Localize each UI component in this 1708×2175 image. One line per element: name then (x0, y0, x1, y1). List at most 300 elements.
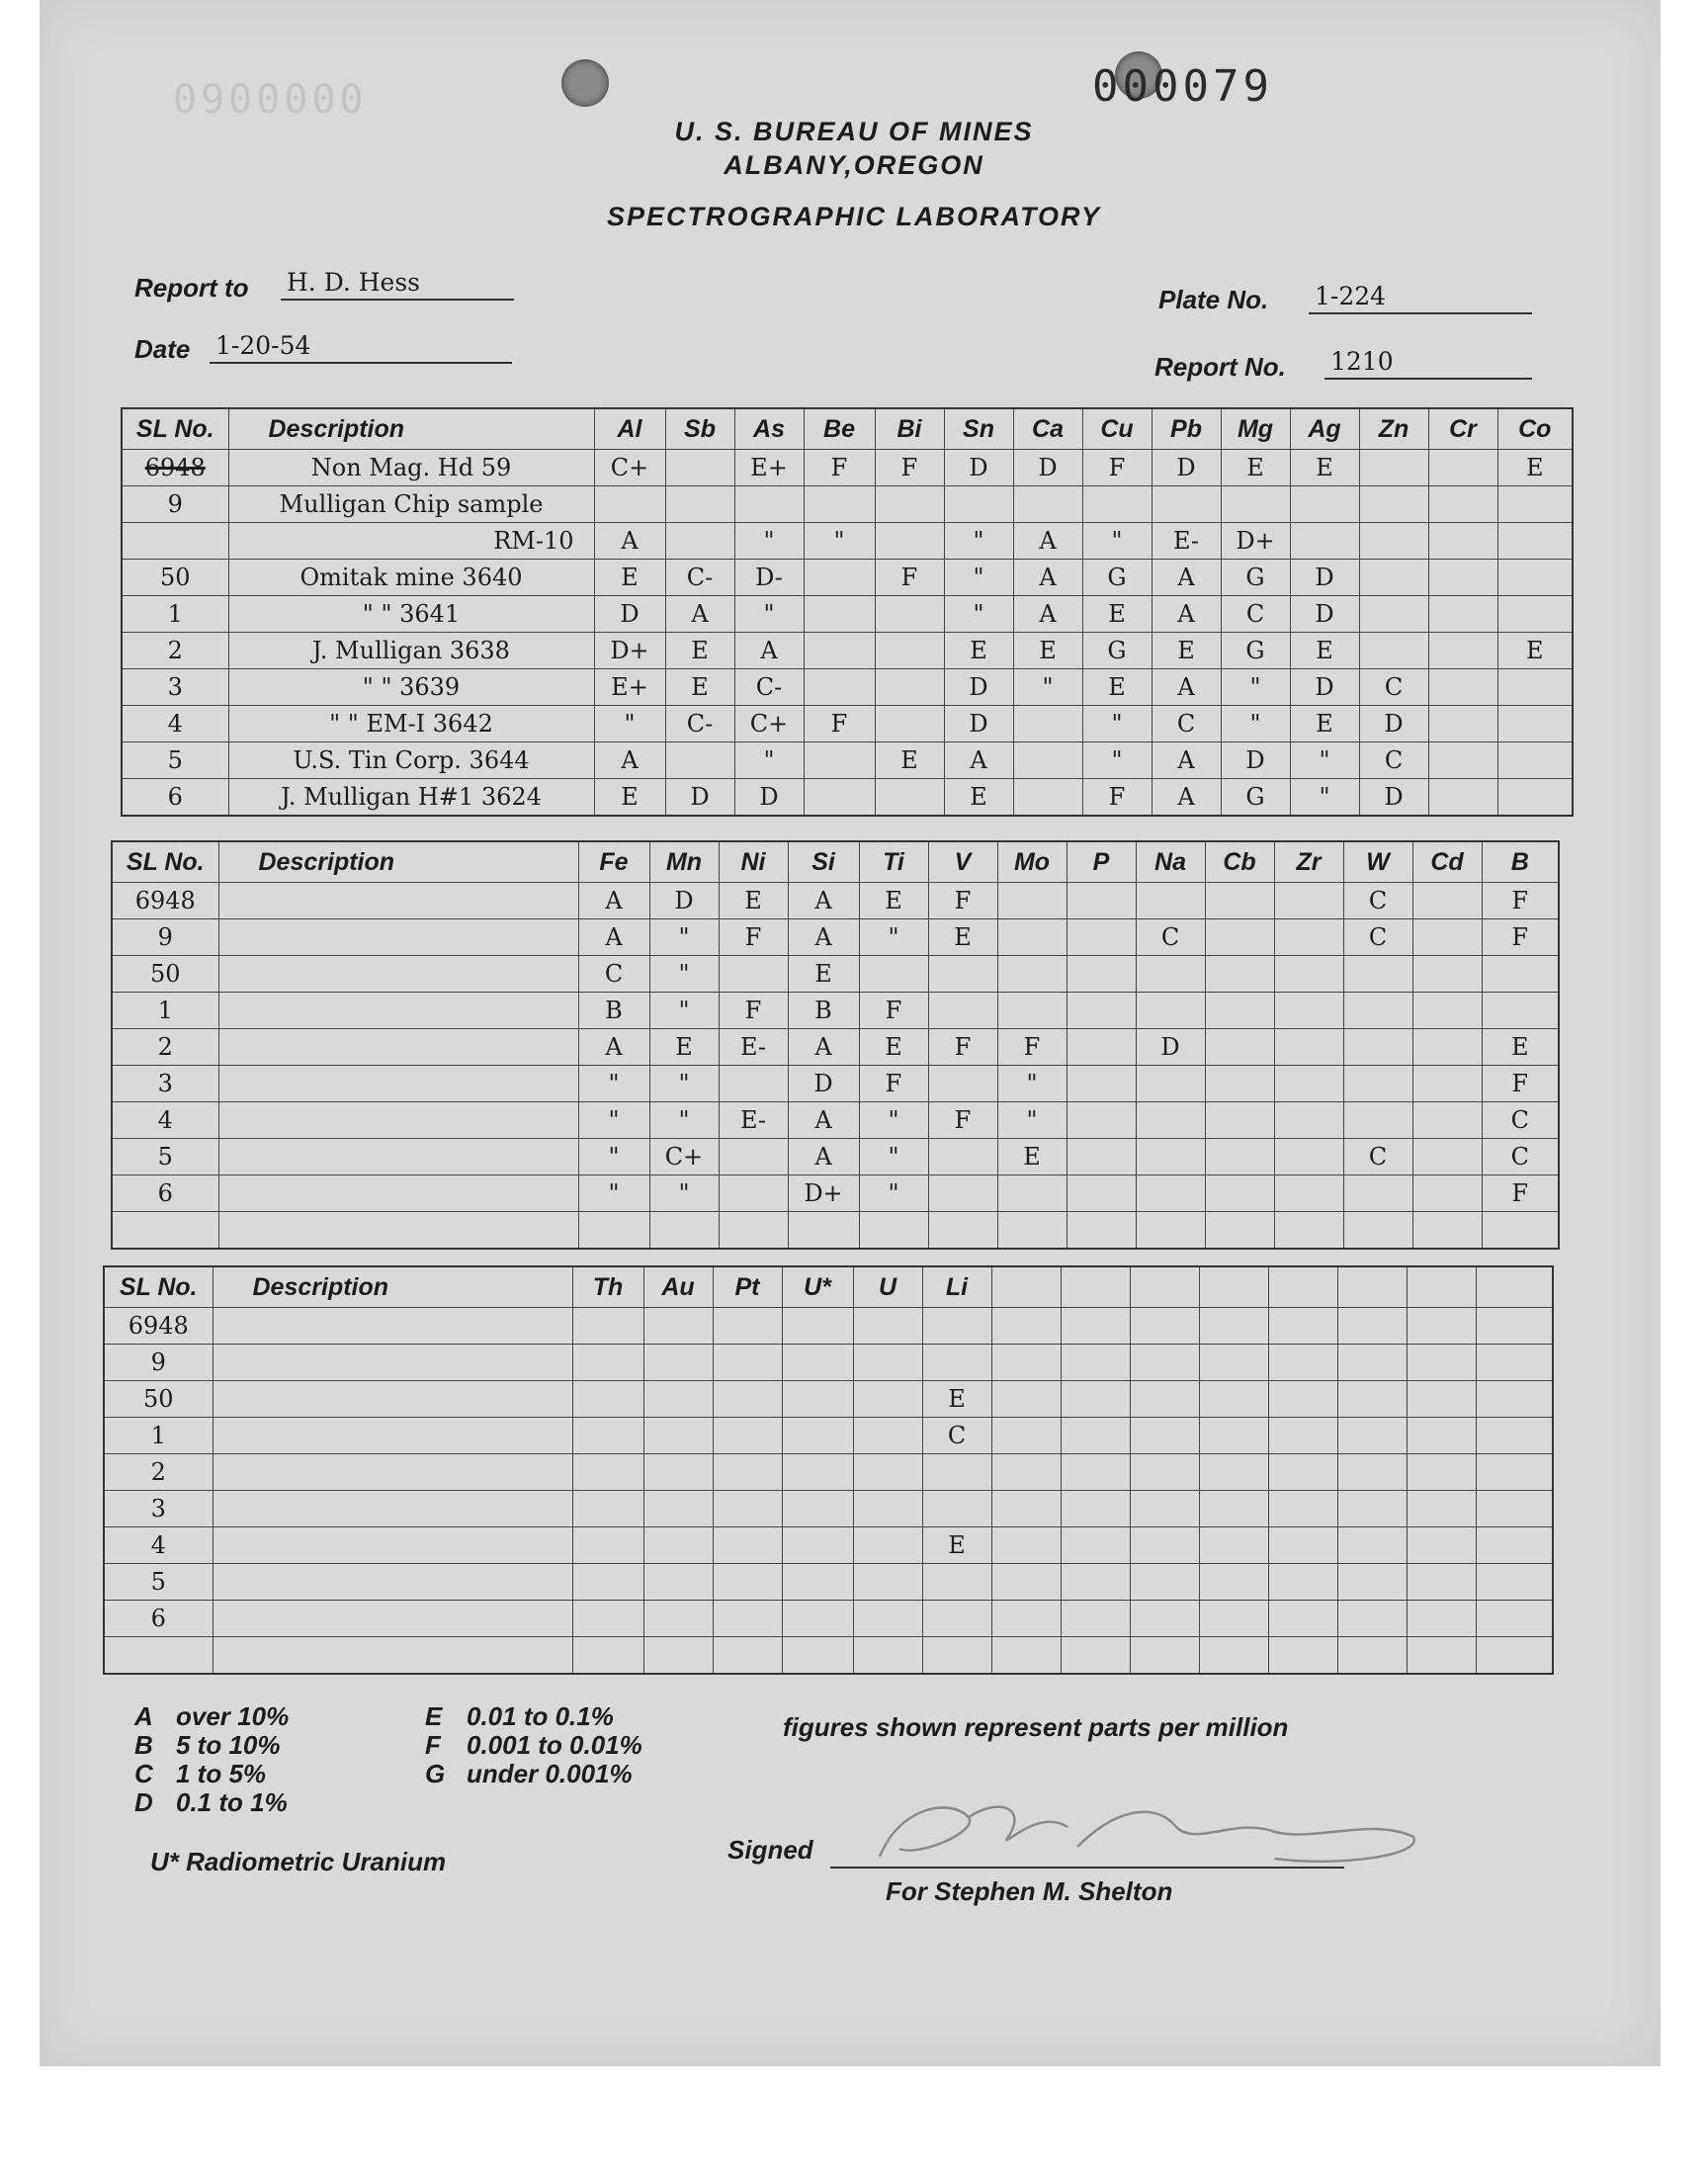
assay-cell (1337, 1308, 1407, 1345)
assay-cell (1274, 993, 1343, 1029)
table-row (122, 633, 1573, 669)
element-column-header: Mg (1221, 408, 1290, 450)
assay-cell (1482, 993, 1559, 1029)
legend-left (134, 1702, 289, 1817)
assay-cell: " (1221, 706, 1290, 742)
assay-cell (713, 1381, 782, 1418)
report-no-label: Report No. (1154, 352, 1286, 382)
assay-cell: " (594, 706, 665, 742)
assay-cell (1130, 1454, 1199, 1491)
assay-cell: E (719, 883, 788, 919)
table-row (104, 1308, 1553, 1345)
assay-cell: " (859, 1175, 928, 1212)
report-to-value: H. D. Hess (281, 267, 514, 301)
assay-cell (643, 1454, 713, 1491)
assay-cell: D (1013, 450, 1082, 486)
assay-cell: E (1482, 1029, 1559, 1066)
assay-cell (1061, 1637, 1130, 1675)
assay-cell: " (578, 1175, 649, 1212)
sample-description (218, 1066, 578, 1102)
table-row (112, 1139, 1559, 1175)
assay-cell (572, 1345, 643, 1381)
table-row (104, 1345, 1553, 1381)
assay-cell (1428, 596, 1497, 633)
radiometric-note: U* Radiometric Uranium (150, 1847, 447, 1876)
assay-cell: C+ (649, 1139, 719, 1175)
assay-cell (782, 1345, 853, 1381)
assay-cell: F (719, 993, 788, 1029)
sample-number: 1 (122, 596, 228, 633)
assay-cell (1412, 1066, 1482, 1102)
assay-cell (1476, 1527, 1553, 1564)
assay-cell (719, 1175, 788, 1212)
assay-cell (875, 486, 944, 523)
assay-cell (713, 1345, 782, 1381)
legend-item: F 0.001 to 0.01% (425, 1730, 642, 1760)
assay-cell (853, 1345, 922, 1381)
assay-cell (643, 1601, 713, 1637)
legend-item: G under 0.001% (425, 1759, 633, 1788)
sample-number: 1 (112, 993, 218, 1029)
assay-cell (1013, 486, 1082, 523)
assay-cell (1337, 1601, 1407, 1637)
assay-cell (1205, 1212, 1274, 1250)
assay-cell (853, 1308, 922, 1345)
assay-cell (1082, 486, 1152, 523)
assay-cell (1343, 1066, 1412, 1102)
assay-cell: A (594, 742, 665, 779)
element-column-header: Mo (997, 841, 1067, 883)
assay-cell: D (594, 596, 665, 633)
assay-cell (853, 1601, 922, 1637)
assay-cell: E (665, 633, 734, 669)
assay-cell: F (719, 919, 788, 956)
assay-cell (1136, 883, 1205, 919)
assay-cell (1268, 1564, 1337, 1601)
sample-number: 4 (104, 1527, 213, 1564)
assay-cell: F (859, 993, 928, 1029)
assay-cell: E (1013, 633, 1082, 669)
assay-cell (1407, 1454, 1476, 1491)
assay-cell (1412, 1102, 1482, 1139)
sample-number: 5 (122, 742, 228, 779)
assay-cell (853, 1527, 922, 1564)
assay-cell: " (734, 523, 804, 560)
assay-cell: " (1290, 779, 1359, 817)
table-row (104, 1454, 1553, 1491)
assay-cell (788, 1212, 859, 1250)
sample-description (213, 1601, 572, 1637)
assay-cell: E (1221, 450, 1290, 486)
assay-cell: E (1290, 633, 1359, 669)
assay-cell: A (788, 919, 859, 956)
assay-cell (649, 1212, 719, 1250)
assay-cell (643, 1381, 713, 1418)
assay-cell: " (944, 523, 1013, 560)
assay-cell (1428, 742, 1497, 779)
assay-cell: A (1152, 596, 1221, 633)
assay-cell (1359, 596, 1428, 633)
assay-cell (665, 742, 734, 779)
assay-cell (1205, 919, 1274, 956)
assay-cell: D+ (1221, 523, 1290, 560)
assay-cell: C (1359, 742, 1428, 779)
assay-cell (1412, 993, 1482, 1029)
assay-cell (719, 1212, 788, 1250)
element-column-header: Pt (713, 1266, 782, 1308)
assay-cell (1067, 1175, 1136, 1212)
assay-cell (1130, 1418, 1199, 1454)
assay-cell (1205, 883, 1274, 919)
sample-description (213, 1345, 572, 1381)
assay-cell: E (944, 633, 1013, 669)
assay-cell (991, 1308, 1061, 1345)
assay-cell (853, 1381, 922, 1418)
assay-cell: " (734, 596, 804, 633)
assay-cell (719, 1139, 788, 1175)
assay-cell: A (788, 883, 859, 919)
assay-cell (1130, 1564, 1199, 1601)
sample-description: " " EM-I 3642 (228, 706, 594, 742)
sample-number: 6948 (112, 883, 218, 919)
assay-cell: E (1290, 706, 1359, 742)
element-column-header: Zr (1274, 841, 1343, 883)
assay-cell: C- (734, 669, 804, 706)
assay-cell (594, 486, 665, 523)
faint-stamp-number: 0900000 (173, 77, 368, 123)
assay-cell: D (1290, 596, 1359, 633)
assay-cell: F (928, 1029, 997, 1066)
assay-cell: C (578, 956, 649, 993)
header-row (104, 1266, 1553, 1308)
assay-cell: " (1290, 742, 1359, 779)
assay-cell (719, 956, 788, 993)
assay-cell: E+ (734, 450, 804, 486)
assay-cell (1343, 993, 1412, 1029)
assay-cell (991, 1491, 1061, 1527)
table-row (112, 1066, 1559, 1102)
assay-cell (853, 1637, 922, 1675)
element-column-header (1130, 1266, 1199, 1308)
assay-cell (713, 1454, 782, 1491)
assay-cell (1136, 1066, 1205, 1102)
plate-value: 1-224 (1309, 281, 1532, 314)
assay-cell (875, 523, 944, 560)
assay-cell (1359, 486, 1428, 523)
assay-cell (991, 1601, 1061, 1637)
table-row (112, 1175, 1559, 1212)
assay-cell (1497, 523, 1573, 560)
assay-cell: " (1221, 669, 1290, 706)
assay-cell (991, 1381, 1061, 1418)
assay-cell (1199, 1601, 1268, 1637)
agency-title: U. S. BUREAU OF MINES (674, 117, 1034, 146)
element-column-header: Ni (719, 841, 788, 883)
assay-cell (572, 1601, 643, 1637)
element-column-header: Fe (578, 841, 649, 883)
assay-cell (572, 1564, 643, 1601)
assay-cell (1221, 486, 1290, 523)
assay-cell (997, 956, 1067, 993)
sample-number: 5 (112, 1139, 218, 1175)
table-row (122, 450, 1573, 486)
assay-cell (1497, 486, 1573, 523)
table-row (112, 993, 1559, 1029)
sample-number: 50 (104, 1381, 213, 1418)
assay-cell: A (665, 596, 734, 633)
assay-cell: D+ (788, 1175, 859, 1212)
sample-description (213, 1454, 572, 1491)
assay-cell (1268, 1454, 1337, 1491)
assay-cell: " (578, 1102, 649, 1139)
assay-cell (1274, 1066, 1343, 1102)
table-row (112, 956, 1559, 993)
assay-cell (991, 1637, 1061, 1675)
assay-cell (782, 1418, 853, 1454)
assay-cell: " (649, 956, 719, 993)
assay-cell (1412, 1212, 1482, 1250)
assay-cell (859, 1212, 928, 1250)
assay-cell: D (1136, 1029, 1205, 1066)
assay-cell (1061, 1564, 1130, 1601)
sample-number: 1 (104, 1418, 213, 1454)
assay-cell (1199, 1454, 1268, 1491)
assay-cell (719, 1066, 788, 1102)
assay-cell: " (859, 1102, 928, 1139)
assay-cell (734, 486, 804, 523)
assay-cell (1130, 1637, 1199, 1675)
element-column-header: Ag (1290, 408, 1359, 450)
punch-hole-left (561, 59, 609, 107)
sample-number: 50 (112, 956, 218, 993)
assay-cell: F (859, 1066, 928, 1102)
assay-cell: " (649, 1175, 719, 1212)
table-row (112, 883, 1559, 919)
table-row (104, 1637, 1553, 1675)
element-column-header (1061, 1266, 1130, 1308)
assay-cell (1268, 1308, 1337, 1345)
assay-cell: D (788, 1066, 859, 1102)
assay-cell (1337, 1381, 1407, 1418)
assay-cell (572, 1491, 643, 1527)
table-row (122, 486, 1573, 523)
assay-cell (1205, 1102, 1274, 1139)
assay-cell (1497, 706, 1573, 742)
assay-cell (782, 1564, 853, 1601)
assay-cell (572, 1381, 643, 1418)
assay-cell (1343, 1175, 1412, 1212)
table-row (122, 706, 1573, 742)
assay-cell: " (649, 1102, 719, 1139)
sample-description (218, 956, 578, 993)
assay-cell (782, 1637, 853, 1675)
assay-cell (922, 1491, 991, 1527)
assay-cell (1130, 1527, 1199, 1564)
assay-cell (1359, 450, 1428, 486)
assay-cell (1136, 1212, 1205, 1250)
sample-description (218, 1212, 578, 1250)
assay-cell: " (859, 919, 928, 956)
assay-cell (804, 742, 875, 779)
element-column-header: Bi (875, 408, 944, 450)
sample-number: 6948 (122, 450, 228, 486)
assay-cell (1061, 1491, 1130, 1527)
assay-cell (1428, 706, 1497, 742)
sample-description: Mulligan Chip sample (228, 486, 594, 523)
assay-cell (1199, 1345, 1268, 1381)
assay-cell (1067, 1139, 1136, 1175)
assay-cell (1274, 956, 1343, 993)
table-row (112, 1212, 1559, 1250)
table-row (122, 742, 1573, 779)
assay-cell (1407, 1637, 1476, 1675)
assay-cell (1130, 1345, 1199, 1381)
sample-description (218, 1175, 578, 1212)
assay-cell (1497, 596, 1573, 633)
assay-cell (1476, 1637, 1553, 1675)
assay-cell (1205, 956, 1274, 993)
element-column-header: Mn (649, 841, 719, 883)
assay-cell (1407, 1601, 1476, 1637)
sample-number: 4 (122, 706, 228, 742)
assay-cell: D (944, 669, 1013, 706)
assay-cell (572, 1418, 643, 1454)
assay-cell (1407, 1308, 1476, 1345)
assay-cell (1136, 1175, 1205, 1212)
assay-cell (1274, 919, 1343, 956)
assay-cell (1268, 1491, 1337, 1527)
assay-cell: A (594, 523, 665, 560)
assay-cell (782, 1454, 853, 1491)
assay-cell: D (944, 706, 1013, 742)
assay-cell (1268, 1418, 1337, 1454)
assay-cell (1205, 993, 1274, 1029)
assay-cell (1067, 919, 1136, 956)
assay-cell: A (788, 1102, 859, 1139)
assay-cell (804, 596, 875, 633)
assay-cell (1061, 1418, 1130, 1454)
element-column-header: Th (572, 1266, 643, 1308)
assay-cell (782, 1308, 853, 1345)
assay-cell: E (928, 919, 997, 956)
assay-cell (1343, 1212, 1412, 1250)
sample-description (213, 1564, 572, 1601)
assay-cell (1136, 993, 1205, 1029)
assay-cell (713, 1527, 782, 1564)
element-column-header: Sb (665, 408, 734, 450)
assay-cell (922, 1637, 991, 1675)
assay-cell (1337, 1637, 1407, 1675)
assay-cell: " (1013, 669, 1082, 706)
sample-description (218, 1029, 578, 1066)
assay-cell (922, 1345, 991, 1381)
assay-cell: A (1013, 596, 1082, 633)
assay-cell: " (997, 1102, 1067, 1139)
sample-number: 5 (104, 1564, 213, 1601)
assay-cell (1412, 1175, 1482, 1212)
assay-cell (643, 1527, 713, 1564)
assay-cell (853, 1491, 922, 1527)
assay-cell (1061, 1308, 1130, 1345)
assay-cell (804, 486, 875, 523)
assay-cell: A (578, 1029, 649, 1066)
assay-cell: F (1482, 1175, 1559, 1212)
assay-cell: E (859, 1029, 928, 1066)
signed-for: For Stephen M. Shelton (886, 1876, 1173, 1906)
assay-cell (928, 1139, 997, 1175)
assay-cell: C (1343, 883, 1412, 919)
assay-cell (643, 1308, 713, 1345)
assay-cell (853, 1454, 922, 1491)
sample-number: 6 (104, 1601, 213, 1637)
assay-cell (1482, 956, 1559, 993)
assay-cell (997, 1175, 1067, 1212)
assay-cell (1476, 1491, 1553, 1527)
assay-cell (1476, 1308, 1553, 1345)
assay-cell (1013, 742, 1082, 779)
assay-cell (1199, 1418, 1268, 1454)
assay-cell (1199, 1381, 1268, 1418)
assay-cell (1067, 1212, 1136, 1250)
assay-cell (859, 956, 928, 993)
assay-cell (1428, 486, 1497, 523)
assay-cell (1274, 1175, 1343, 1212)
assay-cell: B (788, 993, 859, 1029)
element-column-header: Au (643, 1266, 713, 1308)
assay-cell: G (1221, 779, 1290, 817)
date-value: 1-20-54 (210, 330, 512, 364)
assay-cell (1337, 1345, 1407, 1381)
assay-cell (1274, 1102, 1343, 1139)
assay-cell (875, 633, 944, 669)
assay-cell (1407, 1527, 1476, 1564)
element-column-header: W (1343, 841, 1412, 883)
header-row (112, 841, 1559, 883)
sample-number: 2 (104, 1454, 213, 1491)
sample-number: 9 (104, 1345, 213, 1381)
assay-cell (922, 1308, 991, 1345)
assay-cell (643, 1491, 713, 1527)
assay-cell: F (875, 560, 944, 596)
sample-number (112, 1212, 218, 1250)
assay-cell: C (922, 1418, 991, 1454)
assay-cell: " (944, 560, 1013, 596)
assay-cell: E (594, 779, 665, 817)
assay-cell: " (734, 742, 804, 779)
assay-cell (782, 1601, 853, 1637)
assay-cell (1205, 1175, 1274, 1212)
assay-cell (1130, 1381, 1199, 1418)
assay-cell (1205, 1066, 1274, 1102)
element-column-header: U (853, 1266, 922, 1308)
sample-description (218, 1102, 578, 1139)
element-column-header: Cr (1428, 408, 1497, 450)
assay-cell (1205, 1139, 1274, 1175)
assay-cell: D (1152, 450, 1221, 486)
assay-cell (1412, 956, 1482, 993)
assay-cell (1412, 883, 1482, 919)
assay-cell (853, 1418, 922, 1454)
assay-cell (1337, 1564, 1407, 1601)
assay-cell: E (1290, 450, 1359, 486)
assay-cell: C (1152, 706, 1221, 742)
assay-cell (1061, 1527, 1130, 1564)
assay-cell (1412, 1029, 1482, 1066)
assay-cell (1067, 1102, 1136, 1139)
sample-number (104, 1637, 213, 1675)
assay-cell: F (928, 1102, 997, 1139)
sample-number: 6 (112, 1175, 218, 1212)
